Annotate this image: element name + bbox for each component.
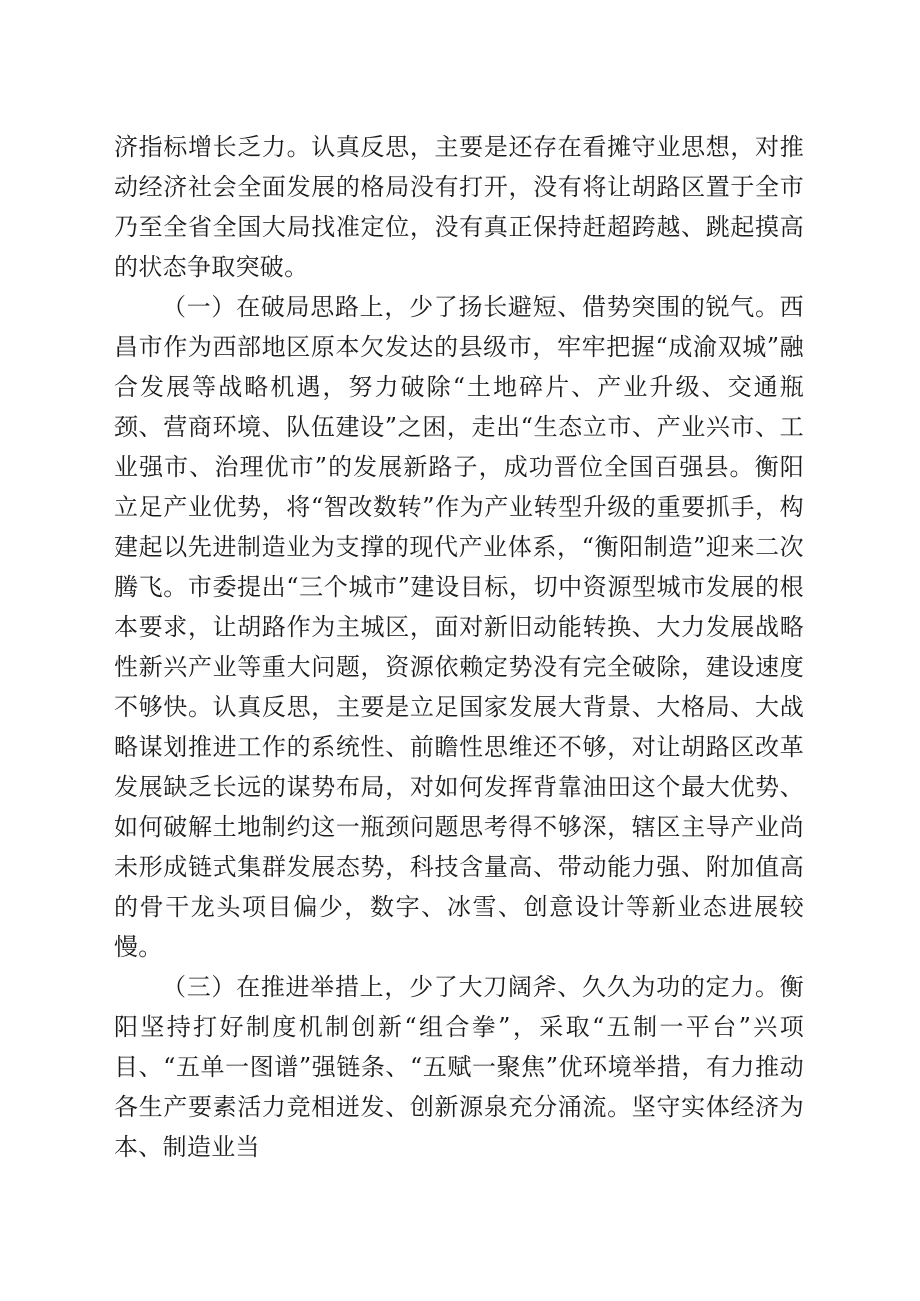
paragraph-section-one: （一）在破局思路上，少了扬长避短、借势突围的锐气。西昌市作为西部地区原本欠发达的县级市，牢牢把握“成渝双城”融合发展等战略机遇，努力破除“土地碎片、产业升级、交通瓶颈、营商环境、队伍建设”之困，走出“生态立市、产业兴市、工业强市、治理优市”的发展新路子，成功晋位全国百强县。衡阳立足产业优势，将“智改数转”作为产业转型升级的重要抓手，构建起以先进制造业为支撑的现代产业体系，“衡阳制造”迎来二次腾飞。市委提出“三个城市”建设目标，切中资源型城市发展的根本要求，让胡路作为主城区，面对新旧动能转换、大力发展战略性新兴产业等重大问题，资源依赖定势没有完全破除，建设速度不够快。认真反思，主要是立足国家发展大背景、大格局、大战略谋划推进工作的系统性、前瞻性思维还不够，对让胡路区改革发展缺乏长远的谋势布局，对如何发挥背靠油田这个最大优势、如何破解土地制约这一瓶颈问题思考得不够深，辖区主导产业尚未形成链式集群发展态势，科技含量高、带动能力强、附加值高的骨干龙头项目偏少，数字、冰雪、创意设计等新业态进展较慢。 — [114, 293, 804, 961]
document-body — [114, 127, 804, 1167]
paragraph-continuation: 济指标增长乏力。认真反思，主要是还存在看摊守业思想，对推动经济社会全面发展的格局没有打开，没有将让胡路区置于全市乃至全省全国大局找准定位，没有真正保持赶超跨越、跳起摸高的状态争取突破。 — [114, 133, 804, 281]
paragraph-section-three: （三）在推进举措上，少了大刀阔斧、久久为功的定力。衡阳坚持打好制度机制创新“组合拳”，采取“五制一平台”兴项目、“五单一图谱”强链条、“五赋一聚焦”优环境举措，有力推动各生产要素活力竞相迸发、创新源泉充分涌流。坚守实体经济为本、制造业当 — [114, 973, 804, 1161]
